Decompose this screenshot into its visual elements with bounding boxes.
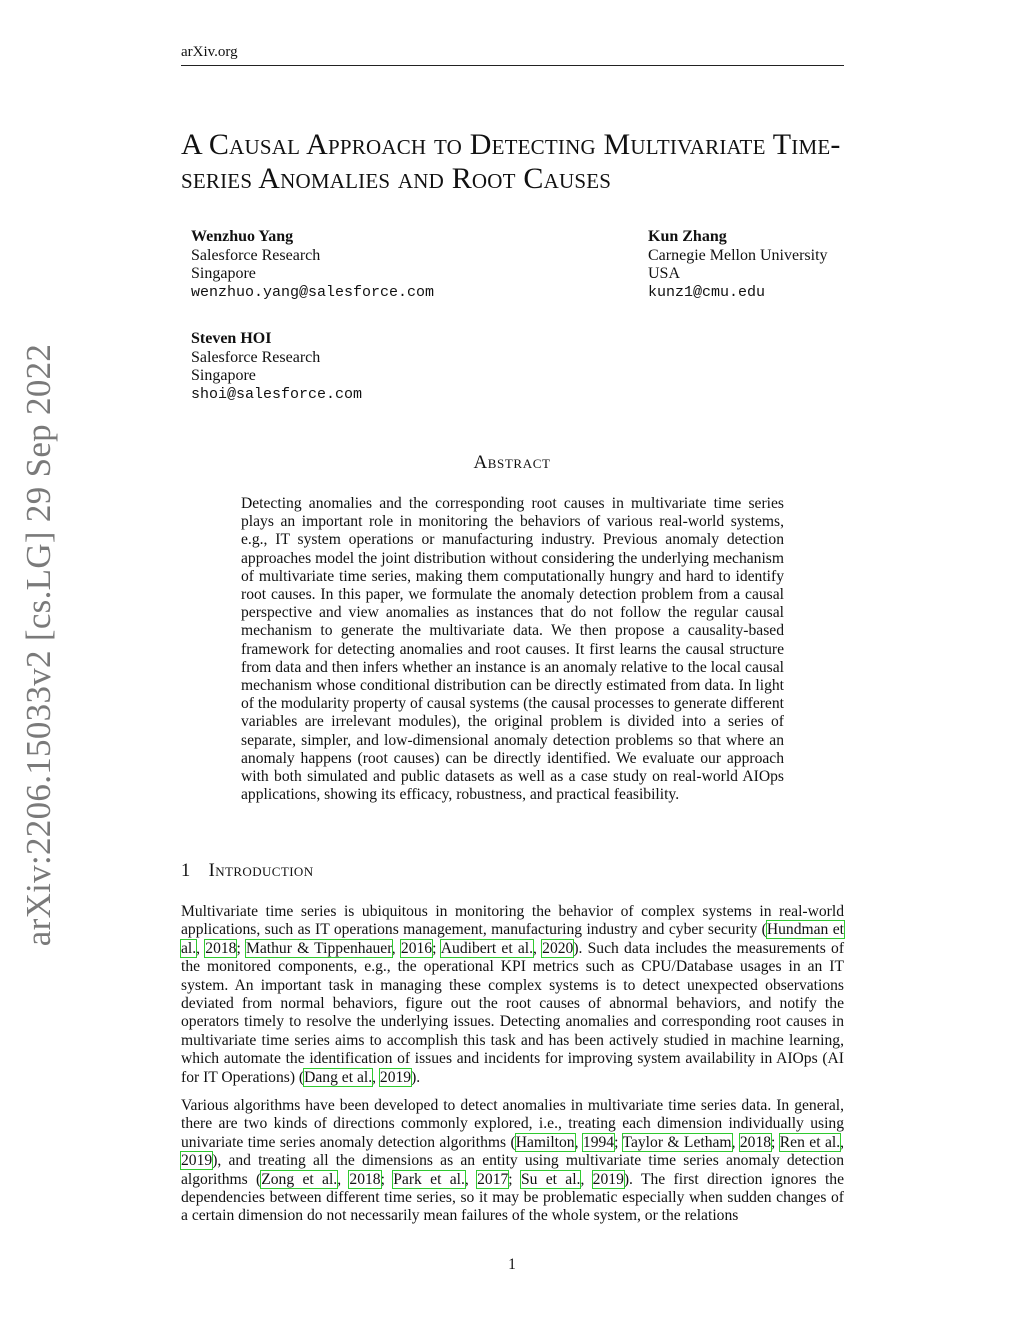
abstract-heading: Abstract xyxy=(473,452,551,473)
citation-year-link[interactable]: 2018 xyxy=(205,939,237,957)
citation-link[interactable]: Taylor & Letham xyxy=(622,1133,732,1151)
citation-link[interactable]: Park et al. xyxy=(393,1170,465,1188)
citation-year-link[interactable]: 2019 xyxy=(592,1170,624,1188)
section-heading-introduction xyxy=(181,861,314,882)
paragraph-text: Multivariate time series is ubiquitous in monitoring the behavior of complex systems in real-world applications, such as IT operations management, manufacturing industry and cyber security ( xyxy=(181,903,844,939)
citation-year-link[interactable]: 2016 xyxy=(400,939,433,957)
author-block xyxy=(648,228,828,302)
citation-year-link[interactable]: 2017 xyxy=(477,1170,509,1188)
author-affiliation: Salesforce Research xyxy=(191,348,321,366)
intro-paragraph-2: Various algorithms have been developed to detect anomalies in multivariate time series data. In general, there are two kinds of directions commonly explored, i.e., treating each dimension individually using univariate time series anomaly detection algorithms (Hamilton, 1994; Taylor & Letham, 2018; Ren et al., 2019), and treating all the dimensions as an entity using multivariate time series anomaly detection algorithms (Zong et al., 2018; Park et al., 2017; Su et al., 2019). The first direction ignores the dependencies between different time series, so it may be problematic especially when sudden changes of a certain dimension do not necessarily mean failures of the whole system, or the relations xyxy=(181,1097,845,1225)
citation-link[interactable]: Su et al. xyxy=(520,1170,581,1188)
page-number: 1 xyxy=(508,1256,516,1273)
paragraph-text: ), and treating all the dimensions as an entity using multivariate time series anomaly detection algorithms ( xyxy=(181,1152,844,1188)
section-title: Introduction xyxy=(208,861,314,881)
author-email[interactable]: wenzhuo.yang@salesforce.com xyxy=(191,283,435,301)
author-affiliation: Carnegie Mellon University xyxy=(648,246,828,264)
author-affiliation: Salesforce Research xyxy=(191,246,321,264)
paragraph-text: Various algorithms have been developed to detect anomalies in multivariate time series data. In general, there are two kinds of directions commonly explored, i.e., treating each dimension individually using univariate time series anomaly detection algorithms ( xyxy=(181,1097,844,1151)
author-location: USA xyxy=(648,265,681,282)
author-location: Singapore xyxy=(191,367,256,384)
citation-link[interactable]: Hundman et al. xyxy=(181,921,845,957)
author-block xyxy=(191,228,434,302)
citation-link[interactable]: Mathur & Tippenhauer xyxy=(246,939,392,957)
paragraph-text: ). xyxy=(411,1068,421,1086)
citation-year-link[interactable]: 2018 xyxy=(739,1133,772,1151)
author-name: Kun Zhang xyxy=(648,228,727,245)
citation-link[interactable]: Dang et al. xyxy=(304,1068,373,1086)
author-block xyxy=(191,330,362,404)
citation-link[interactable]: Hamilton xyxy=(515,1133,575,1151)
paragraph-text: ). The first direction ignores the dependencies between different time series, so it may be problematic especially when sudden changes of a certain dimension do not necessarily mean failures of the whole system, or the relations xyxy=(181,1170,844,1225)
author-email[interactable]: kunz1@cmu.edu xyxy=(648,283,766,301)
citation-year-link[interactable]: 2018 xyxy=(349,1170,381,1188)
intro-paragraph-1: Multivariate time series is ubiquitous in monitoring the behavior of complex systems in real-world applications, such as IT operations management, manufacturing industry and cyber security (Hundman et al., 2018; Mathur & Tippenhauer, 2016; Audibert et al., 2020). Such data includes the measurements of the monitored components, e.g., the operational KPI metrics such as CPU/Database usages in an IT system. An important task in managing these complex systems is to detect unexpected observations deviated from normal behaviors, figure out the root causes of abnormal behaviors, and notify the operators timely to resolve the underlying issues. Detecting anomalies and corresponding root causes in multivariate time series aims to accomplish this task and has been actively studied in machine learning, which automate the identification of issues and incidents for improving system availability in AIOps (AI for IT Operations) (Dang et al., 2019). xyxy=(181,903,845,1086)
section-number: 1 xyxy=(181,861,191,881)
paper-title: A Causal Approach to Detecting Multivariate Time-series Anomalies and Root Causes xyxy=(181,128,841,195)
arxiv-side-stamp xyxy=(10,343,68,947)
running-head: arXiv.org xyxy=(181,44,238,60)
citation-link[interactable]: Audibert et al. xyxy=(440,939,534,957)
citation-year-link[interactable]: 2020 xyxy=(542,939,574,957)
abstract-text: Detecting anomalies and the corresponding root causes in multivariate time series plays an important role in monitoring the behaviors of various real-world systems, e.g., IT system operations or manufacturing industry. Previous anomaly detection approaches model the joint distribution without considering the underlying mechanism of multivariate time series, making them computationally hungry and hard to identify root causes. In this paper, we formulate the anomaly detection problem from a causal perspective and view anomalies as instances that do not follow the regular causal mechanism to generate the multivariate data. We then propose a causality-based framework for detecting anomalies and root causes. It first learns the causal structure from data and then infers whether an instance is an anomaly relative to the local causal mechanism whose conditional distribution can be directly estimated from data. In light of the modularity property of causal systems (the causal processes to generate different variables are irrelevant modules), the original problem is divided into a series of separate, simpler, and low-dimensional anomaly detection problems so that where an anomaly happens (root causes) can be directly identified. We evaluate our approach with both simulated and public datasets as well as a case study on real-world AIOps applications, showing its efficacy, robustness, and practical feasibility. xyxy=(241,495,784,804)
header-rule xyxy=(181,65,844,66)
citation-link[interactable]: Ren et al. xyxy=(779,1133,841,1151)
author-email[interactable]: shoi@salesforce.com xyxy=(191,385,363,403)
arxiv-identifier: arXiv:2206.15033v2 [cs.LG] 29 Sep 2022 xyxy=(19,343,58,947)
citation-year-link[interactable]: 1994 xyxy=(582,1133,615,1151)
paragraph-text: ). Such data includes the measurements of the monitored components, e.g., the operational KPI metrics such as CPU/Database usages in an IT system. An important task in managing these complex systems is to detect unexpected observations deviated from normal behaviors, figure out the root causes of abnormal behaviors, and notify the operators timely to resolve the underlying issues. Detecting anomalies and corresponding root causes in multivariate time series aims to accomplish this task and has been actively studied in machine learning, which automate the identification of issues and incidents for improving system availability in AIOps (AI for IT Operations) ( xyxy=(181,939,845,1086)
citation-link[interactable]: Zong et al. xyxy=(261,1170,338,1188)
author-name: Wenzhuo Yang xyxy=(191,228,294,245)
author-name: Steven HOI xyxy=(191,330,272,347)
author-location: Singapore xyxy=(191,265,256,282)
citation-year-link[interactable]: 2019 xyxy=(379,1068,412,1086)
citation-year-link[interactable]: 2019 xyxy=(181,1152,213,1170)
